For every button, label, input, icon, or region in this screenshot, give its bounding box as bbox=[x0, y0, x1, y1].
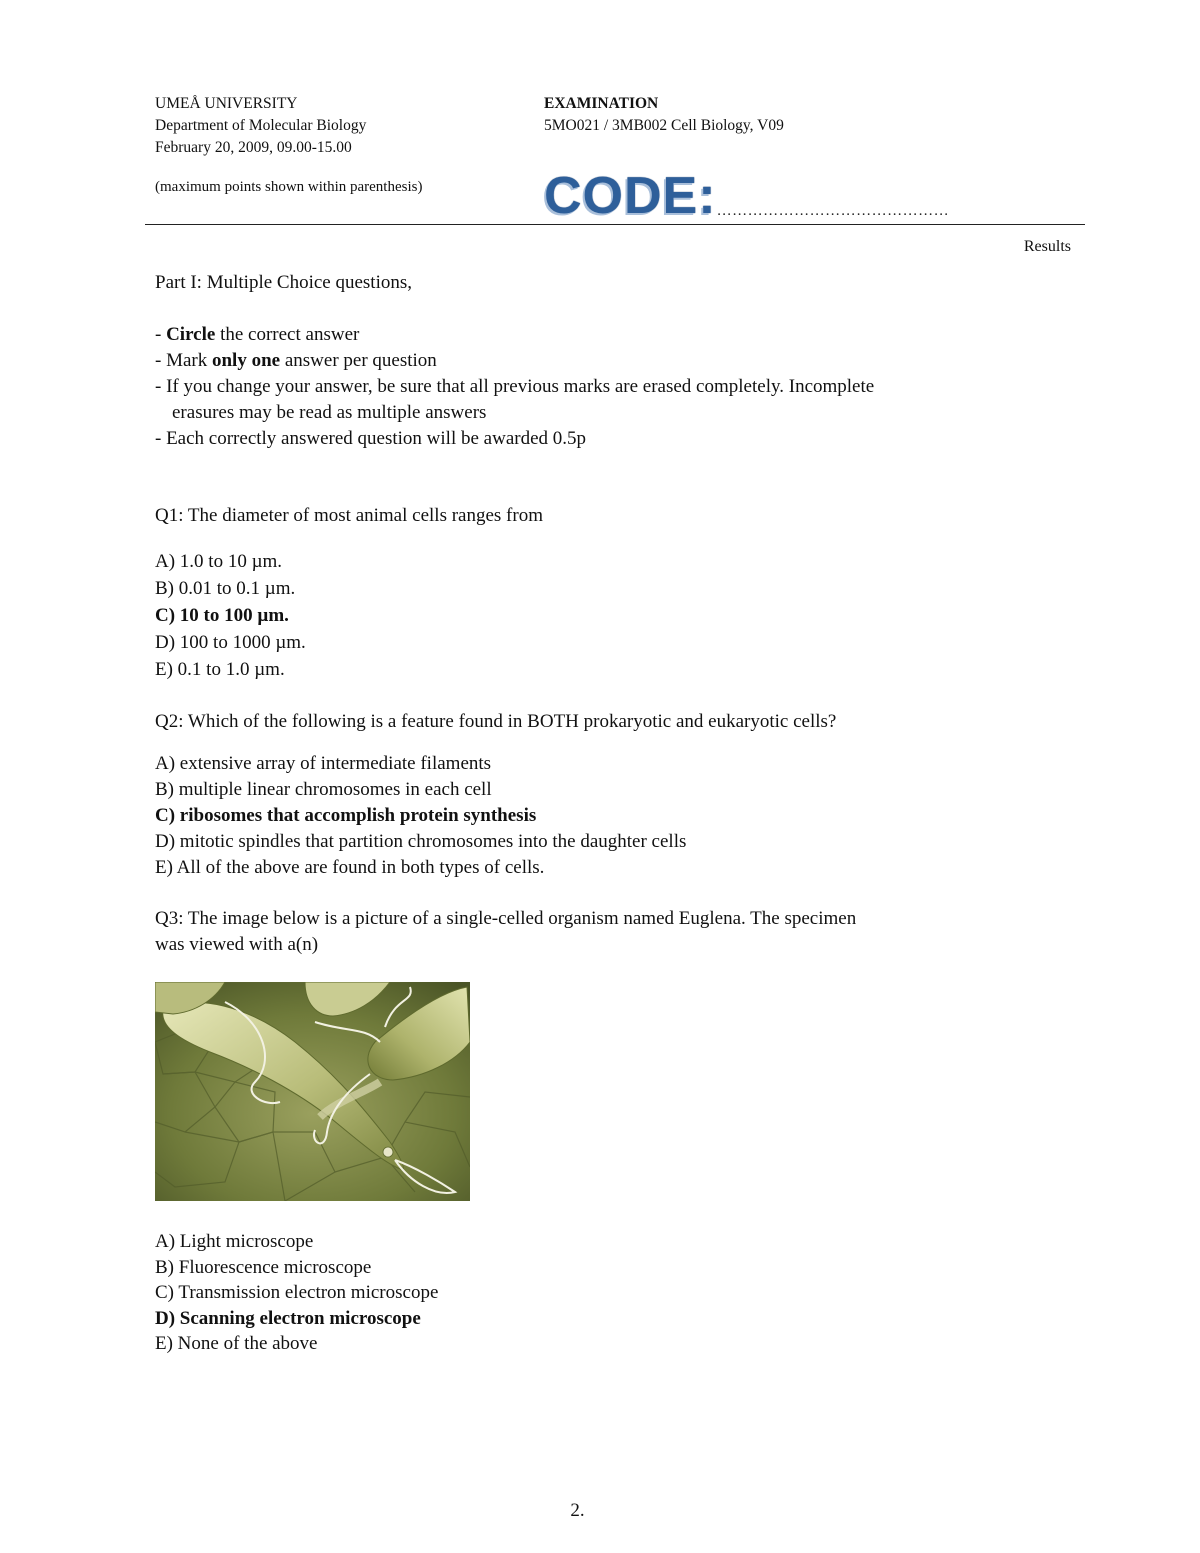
instruction-circle: - Circle the correct answer bbox=[155, 324, 360, 345]
q1-option-c[interactable]: C) 10 to 100 µm. bbox=[155, 605, 289, 626]
header-right bbox=[544, 93, 784, 137]
exam-date: February 20, 2009, 09.00-15.00 bbox=[155, 139, 352, 156]
instruction-points: - Each correctly answered question will be awarded 0.5p bbox=[155, 428, 587, 449]
q3-option-e[interactable]: E) None of the above bbox=[155, 1333, 318, 1354]
header-left bbox=[155, 93, 366, 159]
q2-option-c[interactable]: C) ribosomes that accomplish protein synthesis bbox=[155, 805, 537, 826]
q1-option-e[interactable]: E) 0.1 to 1.0 µm. bbox=[155, 659, 285, 680]
q2-stem: Q2: Which of the following is a feature found in BOTH prokaryotic and eukaryotic cells? bbox=[155, 711, 837, 732]
q1-option-d[interactable]: D) 100 to 1000 µm. bbox=[155, 632, 306, 653]
q1-stem: Q1: The diameter of most animal cells ranges from bbox=[155, 505, 543, 526]
header-divider bbox=[145, 224, 1085, 225]
code-dotted-line: ……………………………………… bbox=[716, 203, 950, 219]
course-code: 5MO021 / 3MB002 Cell Biology, V09 bbox=[544, 117, 784, 134]
q3-option-c[interactable]: C) Transmission electron microscope bbox=[155, 1282, 439, 1303]
q3-stem-line2: was viewed with a(n) bbox=[155, 934, 319, 955]
q2-option-a[interactable]: A) extensive array of intermediate filaments bbox=[155, 753, 492, 774]
q3-option-d[interactable]: D) Scanning electron microscope bbox=[155, 1307, 421, 1329]
q3-options bbox=[155, 1229, 438, 1357]
q2-options bbox=[155, 751, 686, 881]
code-field[interactable] bbox=[544, 168, 949, 224]
university-name: UMEÅ UNIVERSITY bbox=[155, 95, 298, 112]
results-label: Results bbox=[1023, 238, 1071, 255]
instruction-only-one: - Mark only one answer per question bbox=[155, 350, 437, 371]
part-title: Part I: Multiple Choice questions, bbox=[155, 272, 413, 293]
q3-option-a[interactable]: A) Light microscope bbox=[155, 1231, 314, 1252]
instruction-erase-cont: erasures may be read as multiple answers bbox=[172, 402, 487, 423]
euglena-micrograph bbox=[155, 982, 470, 1201]
code-label: CODE: bbox=[544, 167, 717, 225]
points-note: (maximum points shown within parenthesis) bbox=[155, 179, 423, 195]
q2-option-d[interactable]: D) mitotic spindles that partition chromosomes into the daughter cells bbox=[155, 831, 687, 852]
q3-stem-line1: Q3: The image below is a picture of a single-celled organism named Euglena. The specimen bbox=[155, 908, 857, 929]
q2-option-b[interactable]: B) multiple linear chromosomes in each cell bbox=[155, 779, 492, 800]
q1-option-b[interactable]: B) 0.01 to 0.1 µm. bbox=[155, 578, 296, 599]
q3-stem bbox=[155, 906, 856, 958]
exam-title: EXAMINATION bbox=[544, 95, 659, 112]
page-number: 2. bbox=[570, 1500, 585, 1521]
department-name: Department of Molecular Biology bbox=[155, 117, 367, 134]
instructions bbox=[155, 322, 874, 452]
q1-options bbox=[155, 548, 306, 683]
q2-option-e[interactable]: E) All of the above are found in both types of cells. bbox=[155, 857, 545, 878]
instruction-erase: - If you change your answer, be sure that all previous marks are erased completely. Incomplete bbox=[155, 376, 875, 397]
q1-option-a[interactable]: A) 1.0 to 10 µm. bbox=[155, 551, 283, 572]
q3-option-b[interactable]: B) Fluorescence microscope bbox=[155, 1256, 372, 1278]
